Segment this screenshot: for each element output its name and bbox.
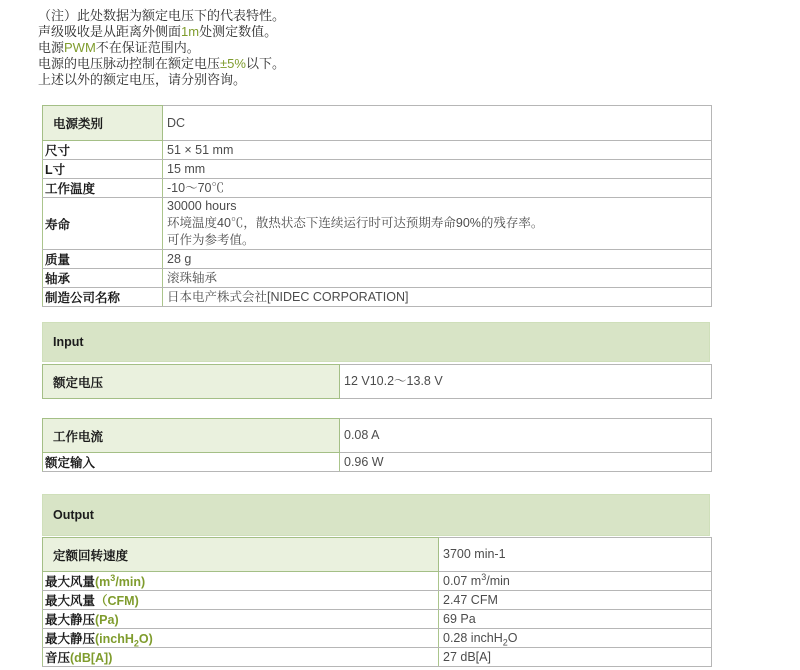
text-segment: O [507, 630, 518, 645]
input-section-title: Input [53, 335, 84, 349]
spec-row-label [43, 591, 439, 610]
output-spec-table [42, 537, 712, 667]
unit-text: 1m [181, 24, 200, 39]
output-section-header [42, 494, 710, 536]
text-segment: 15 mm [167, 161, 206, 176]
text-segment: 轴承 [45, 272, 71, 286]
spec-row-value [163, 106, 712, 141]
spec-row-label [43, 538, 439, 572]
text-segment: 可作为参考值。 [167, 233, 255, 247]
spec-row-label [43, 610, 439, 629]
unit-text: （CFM) [95, 594, 139, 608]
spec-row-label [43, 198, 163, 250]
text-segment: 额定输入 [45, 456, 96, 470]
unit-text: 2 [502, 637, 508, 647]
spec-row [43, 365, 712, 399]
text-segment: 0.08 A [344, 428, 380, 442]
spec-notes [38, 8, 285, 88]
text-segment: -10～70℃ [167, 180, 224, 195]
spec-row-label [43, 288, 163, 307]
text-segment: 音压 [45, 651, 71, 665]
spec-row-label [43, 572, 439, 591]
spec-row-value [163, 288, 712, 307]
spec-row-label [43, 453, 340, 472]
spec-row-label [43, 160, 163, 179]
unit-text: /min) [115, 575, 146, 589]
spec-row [43, 179, 712, 198]
spec-row [43, 160, 712, 179]
note-line [38, 72, 285, 88]
spec-row [43, 648, 712, 667]
spec-row-value [439, 629, 712, 648]
spec-row [43, 269, 712, 288]
text-segment: 3700 min-1 [443, 547, 506, 561]
text-segment: DC [167, 115, 186, 130]
spec-row-label [43, 179, 163, 198]
current-spec-table [42, 418, 712, 472]
spec-row [43, 250, 712, 269]
spec-row [43, 453, 712, 472]
note-line [38, 40, 285, 56]
text-segment: 最大静压 [45, 632, 96, 646]
spec-row-value [163, 141, 712, 160]
text-segment: 工作温度 [45, 182, 96, 196]
text-segment: 质量 [45, 253, 71, 267]
spec-row-label [43, 365, 340, 399]
text-segment: 0.07 m [443, 573, 482, 588]
unit-text: (m [95, 575, 111, 589]
text-segment: 声级吸收是从距离外侧面 [38, 24, 182, 39]
unit-text: 3 [481, 571, 487, 582]
text-segment: 2.47 CFM [443, 592, 498, 607]
spec-row-label [43, 250, 163, 269]
spec-row [43, 538, 712, 572]
spec-row [43, 106, 712, 141]
unit-text: ±5% [220, 56, 246, 71]
text-segment: 最大风量 [45, 575, 96, 589]
text-segment: 0.28 inchH [443, 630, 503, 645]
unit-text: (inchH [95, 632, 134, 646]
unit-text: (Pa) [95, 613, 119, 627]
unit-text: 3 [110, 572, 116, 583]
spec-row [43, 629, 712, 648]
text-segment: 最大风量 [45, 594, 96, 608]
spec-row-value [439, 538, 712, 572]
spec-row-value [163, 198, 712, 250]
text-segment: /min [486, 573, 510, 588]
unit-text: PWM [64, 40, 96, 55]
text-segment: 51 × 51 mm [167, 142, 234, 157]
spec-row [43, 419, 712, 453]
spec-row-label [43, 629, 439, 648]
spec-row-value [439, 610, 712, 629]
text-segment: 12 V10.2～13.8 V [344, 374, 443, 388]
spec-row [43, 141, 712, 160]
text-segment: 30000 hours [167, 199, 237, 213]
spec-row-label [43, 106, 163, 141]
spec-row-value [163, 179, 712, 198]
spec-row-value [340, 453, 712, 472]
spec-row-value [439, 591, 712, 610]
spec-row-value [439, 572, 712, 591]
text-segment: L寸 [45, 163, 66, 177]
text-segment: 日本电产株式会社[NIDEC CORPORATION] [167, 289, 409, 304]
spec-row-value [340, 419, 712, 453]
text-segment: 处测定数值。 [199, 24, 278, 39]
text-segment: 制造公司名称 [45, 291, 121, 305]
spec-row-value [163, 269, 712, 288]
input-spec-table [42, 364, 712, 399]
text-segment: 工作电流 [53, 429, 104, 444]
text-segment: 69 Pa [443, 611, 476, 626]
text-segment: 环境温度40℃，散热状态下连续运行时可达预期寿命90%的残存率。 [167, 216, 544, 230]
spec-row [43, 198, 712, 250]
text-segment: 电源类别 [53, 117, 104, 131]
unit-text: (dB[A]) [70, 651, 113, 665]
note-line [38, 24, 285, 40]
spec-row [43, 572, 712, 591]
text-segment: 滚珠轴承 [167, 270, 218, 285]
text-segment: 尺寸 [45, 144, 71, 158]
spec-row-label [43, 648, 439, 667]
spec-row-label [43, 141, 163, 160]
text-segment: 寿命 [45, 217, 71, 232]
input-section-header [42, 322, 710, 362]
text-segment: 电源 [38, 40, 65, 55]
note-line [38, 56, 285, 72]
text-segment: 额定电压 [53, 375, 104, 390]
spec-row-value [439, 648, 712, 667]
spec-row-label [43, 419, 340, 453]
spec-row [43, 288, 712, 307]
text-segment: 上述以外的额定电压，请分别咨询。 [38, 72, 247, 87]
spec-row [43, 591, 712, 610]
text-segment: 最大静压 [45, 613, 96, 627]
text-segment: 不在保证范围内。 [95, 40, 200, 55]
text-segment: 电源的电压脉动控制在额定电压 [38, 56, 221, 71]
text-segment: 定额回转速度 [53, 548, 129, 563]
text-segment: 28 g [167, 251, 192, 266]
spec-row-value [163, 160, 712, 179]
spec-row [43, 610, 712, 629]
spec-row-label [43, 269, 163, 288]
text-segment: （注）此处数据为额定电压下的代表特性。 [38, 8, 286, 23]
text-segment: 0.96 W [344, 454, 384, 469]
unit-text: O) [138, 632, 153, 646]
output-section-title: Output [53, 508, 94, 522]
text-segment: 以下。 [245, 56, 285, 71]
spec-row-value [163, 250, 712, 269]
note-line [38, 8, 285, 24]
spec-row-value [340, 365, 712, 399]
general-spec-table [42, 105, 712, 307]
text-segment: 27 dB[A] [443, 649, 491, 664]
unit-text: 2 [133, 638, 139, 648]
